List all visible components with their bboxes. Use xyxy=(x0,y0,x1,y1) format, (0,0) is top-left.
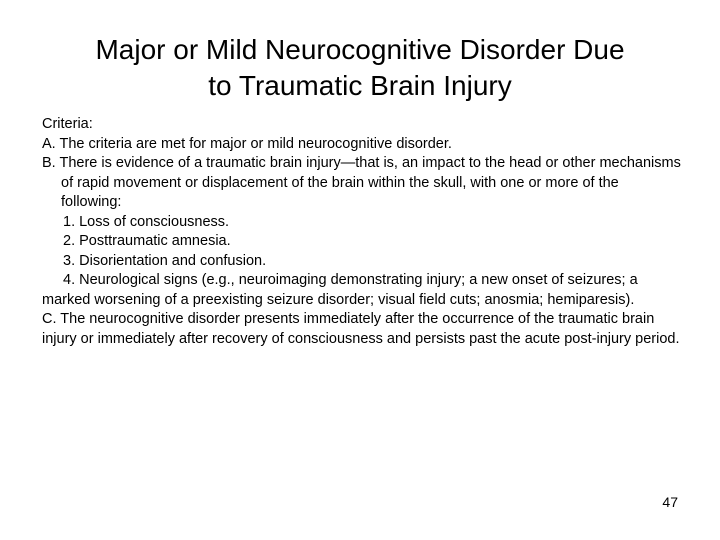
criterion-b-item-4: 4. Neurological signs (e.g., neuroimaging demonstrating injury; a new onset of seizures; a marked worsening of a preexisting seizure disorder; visual field cuts; anosmia; hemiparesis). xyxy=(42,272,638,308)
criterion-b-item-2: 2. Posttraumatic amnesia. xyxy=(63,233,231,249)
page-number: 47 xyxy=(662,494,678,510)
criterion-a: A. The criteria are met for major or mild neurocognitive disorder. xyxy=(42,135,452,152)
criterion-b-item-1: 1. Loss of consciousness. xyxy=(63,213,230,230)
criteria-body xyxy=(42,115,682,349)
criterion-b: B. There is evidence of a traumatic brain injury—that is, an impact to the head or other mechanisms of rapid movement or displacement of the brain within the skull, with one or more of the following: xyxy=(42,155,681,210)
criteria-heading: Criteria: xyxy=(42,116,93,132)
criterion-b-item-3: 3. Disorientation and confusion. xyxy=(63,252,267,269)
slide-title-line-2: to Traumatic Brain Injury xyxy=(208,70,512,101)
criterion-c: C. The neurocognitive disorder presents immediately after the occurrence of the traumatic brain injury or immediately after recovery of consciousness and persists past the acute post-injury period. xyxy=(42,311,680,347)
slide-title-line-1: Major or Mild Neurocognitive Disorder Due xyxy=(95,34,625,65)
slide-title xyxy=(30,32,690,104)
